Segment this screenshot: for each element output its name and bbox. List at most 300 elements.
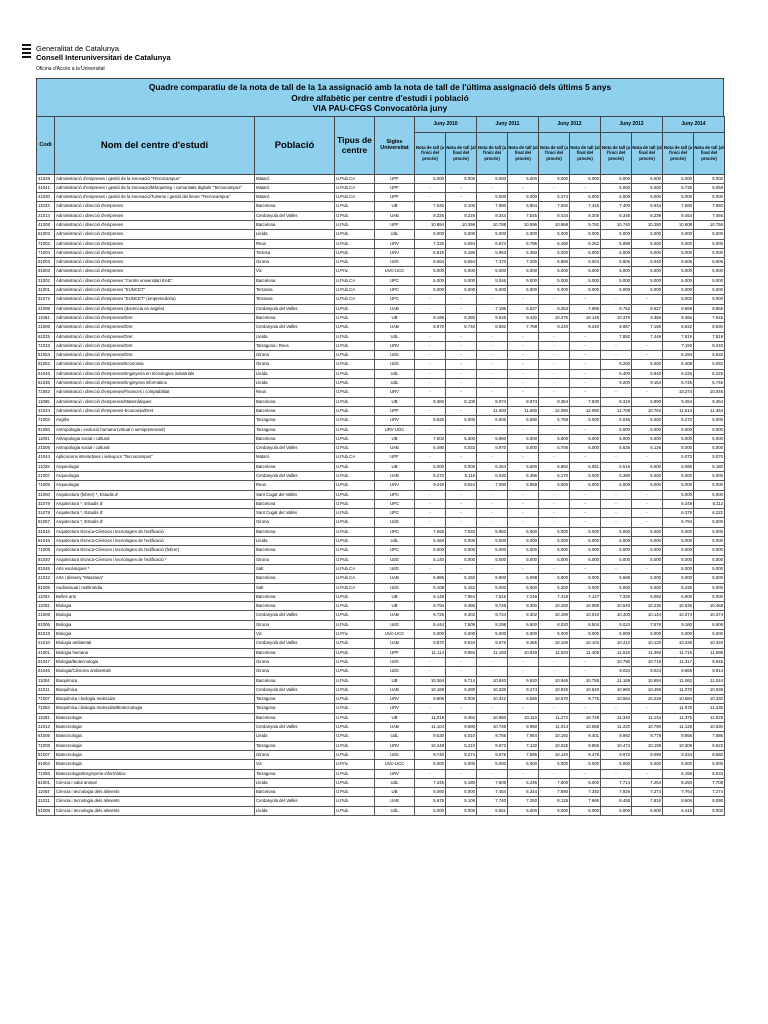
cell-poblacio: Lleida	[255, 379, 335, 388]
cell-sigles: UdL	[375, 369, 415, 378]
cell-cutoff-value: -	[477, 564, 508, 573]
cell-cutoff-value: -	[508, 453, 539, 462]
cell-cutoff-value: -	[415, 667, 446, 676]
cell-cutoff-value: 5.963	[477, 248, 508, 257]
cell-cutoff-value: 6.170	[539, 472, 570, 481]
table-row	[37, 685, 725, 694]
cell-cutoff-value: -	[601, 341, 632, 350]
cell-cutoff-value: 5.818	[415, 248, 446, 257]
cell-cutoff-value: 5.000	[601, 248, 632, 257]
cell-cutoff-value: 7.340	[570, 788, 601, 797]
cell-cutoff-value: 8.627	[632, 304, 663, 313]
cell-cutoff-value: 6.408	[663, 360, 694, 369]
cell-nom: Administració i direcció d'empreses	[55, 248, 255, 257]
cell-tipus: U.Pub.CA	[335, 564, 375, 573]
cell-cutoff-value: 9.240	[539, 323, 570, 332]
cell-cutoff-value: 5.000	[477, 760, 508, 769]
cell-sigles: UdL	[375, 537, 415, 546]
cell-poblacio: Mataró	[255, 453, 335, 462]
cell-cutoff-value: 10.104	[570, 639, 601, 648]
table-row	[37, 267, 725, 276]
cell-cutoff-value: 10.400	[601, 611, 632, 620]
cell-codi: 61005	[37, 732, 55, 741]
cell-cutoff-value: -	[415, 332, 446, 341]
cell-tipus: U.Pub.	[335, 620, 375, 629]
cell-nom: Arts escèniques *	[55, 564, 255, 573]
table-row	[37, 174, 725, 183]
cell-sigles: URV	[375, 239, 415, 248]
cell-cutoff-value: 5.000	[632, 555, 663, 564]
cell-cutoff-value: -	[415, 341, 446, 350]
cell-cutoff-value: 6.900	[508, 620, 539, 629]
cell-cutoff-value: 10.276	[539, 313, 570, 322]
cell-cutoff-value: 6.400	[601, 369, 632, 378]
cell-tipus: U.Pub.	[335, 425, 375, 434]
cell-cutoff-value: 9.240	[570, 323, 601, 332]
cell-cutoff-value: -	[508, 341, 539, 350]
cell-cutoff-value: 9.454	[694, 397, 725, 406]
cell-cutoff-value: 9.892	[446, 648, 477, 657]
cell-codi: 41008	[37, 220, 55, 229]
cell-cutoff-value: -	[415, 490, 446, 499]
cell-cutoff-value: -	[508, 425, 539, 434]
cell-cutoff-value: 5.000	[508, 527, 539, 536]
cell-cutoff-value: 5.000	[663, 276, 694, 285]
cell-cutoff-value: 10.190	[539, 611, 570, 620]
cell-cutoff-value: 5.745	[663, 379, 694, 388]
cell-codi: 61025	[37, 332, 55, 341]
cell-cutoff-value: 5.820	[415, 416, 446, 425]
cell-cutoff-value: -	[539, 425, 570, 434]
cell-cutoff-value: 5.000	[601, 267, 632, 276]
cell-cutoff-value: 10.596	[508, 220, 539, 229]
cell-cutoff-value: 5.000	[570, 583, 601, 592]
org-name-line2: Consell Interuniversitari de Catalunya	[36, 53, 171, 62]
cell-cutoff-value: 5.000	[663, 230, 694, 239]
cell-tipus: U.Pub.	[335, 313, 375, 322]
cell-cutoff-value: 5.800	[539, 434, 570, 443]
cell-cutoff-value: -	[477, 360, 508, 369]
cell-cutoff-value: -	[570, 509, 601, 518]
cell-cutoff-value: -	[477, 499, 508, 508]
cell-tipus: U.Pub.	[335, 323, 375, 332]
cell-cutoff-value: 7.665	[415, 527, 446, 536]
cell-cutoff-value: -	[477, 509, 508, 518]
cell-cutoff-value: 5.000	[694, 806, 725, 815]
cell-tipus: U.Pub.CA	[335, 276, 375, 285]
cell-cutoff-value: 8.624	[446, 481, 477, 490]
cell-tipus: U.Pub.	[335, 555, 375, 564]
table-row	[37, 639, 725, 648]
cell-cutoff-value: 5.000	[415, 546, 446, 555]
cell-cutoff-value: 10.540	[570, 685, 601, 694]
cell-cutoff-value: -	[477, 183, 508, 192]
cell-codi: 31016	[37, 527, 55, 536]
cell-cutoff-value: 5.000	[508, 760, 539, 769]
cell-cutoff-value: -	[446, 304, 477, 313]
cell-cutoff-value: 6.490	[539, 239, 570, 248]
cell-cutoff-value: 5.000	[601, 434, 632, 443]
cell-cutoff-value: -	[539, 490, 570, 499]
cell-cutoff-value: 10.926	[539, 685, 570, 694]
cell-poblacio: Barcelona	[255, 676, 335, 685]
cell-cutoff-value: 5.000	[663, 425, 694, 434]
cell-codi: 81047	[37, 657, 55, 666]
cell-cutoff-value: 9.240	[415, 481, 446, 490]
cell-cutoff-value: -	[415, 379, 446, 388]
cell-cutoff-value: 9.778	[632, 732, 663, 741]
cell-sigles: URV	[375, 416, 415, 425]
cell-poblacio: Tarragona	[255, 695, 335, 704]
cell-cutoff-value: 9.950	[508, 723, 539, 732]
cell-poblacio: Cerdanyola del Vallès	[255, 304, 335, 313]
cell-cutoff-value: -	[508, 332, 539, 341]
cell-cutoff-value: 5.000	[570, 537, 601, 546]
cell-tipus: U.Pub.	[335, 704, 375, 713]
cell-cutoff-value: 6.644	[632, 202, 663, 211]
cell-cutoff-value: 7.274	[694, 788, 725, 797]
cell-cutoff-value: 5.000	[508, 230, 539, 239]
cell-nom: Biotecnologia	[55, 760, 255, 769]
cell-tipus: U.Pub.CA	[335, 453, 375, 462]
table-row	[37, 592, 725, 601]
cell-cutoff-value: 5.000	[601, 425, 632, 434]
cell-cutoff-value: 7.090	[477, 481, 508, 490]
cell-cutoff-value: 7.416	[570, 202, 601, 211]
cell-cutoff-value: 7.147	[570, 592, 601, 601]
col-header-cutoff-start: Nota de tall (a l'inici del procés)	[415, 132, 446, 174]
cell-sigles: URV	[375, 388, 415, 397]
cell-sigles: UPC	[375, 509, 415, 518]
col-header-cutoff-start: Nota de tall (a l'inici del procés)	[539, 132, 570, 174]
cell-codi: 21012	[37, 723, 55, 732]
cell-cutoff-value: 10.808	[663, 220, 694, 229]
table-row	[37, 723, 725, 732]
cell-cutoff-value: 6.654	[415, 258, 446, 267]
cell-cutoff-value: -	[601, 564, 632, 573]
cell-tipus: U.Pub.CA	[335, 574, 375, 583]
cell-codi: 61008	[37, 806, 55, 815]
cell-poblacio: Girona	[255, 750, 335, 759]
cell-cutoff-value: 11.144	[632, 713, 663, 722]
cell-poblacio: Barcelona	[255, 592, 335, 601]
cell-cutoff-value: -	[477, 704, 508, 713]
cell-codi: 31001	[37, 286, 55, 295]
cell-sigles: UdL	[375, 379, 415, 388]
cell-cutoff-value: 6.004	[570, 258, 601, 267]
cell-cutoff-value: -	[570, 490, 601, 499]
cell-nom: Biotecnologia	[55, 732, 255, 741]
cell-cutoff-value: -	[570, 295, 601, 304]
cell-nom: Audiovisual i multimèdia	[55, 583, 255, 592]
cell-cutoff-value: 5.000	[415, 276, 446, 285]
col-header-cutoff-start: Nota de tall (a l'inici del procés)	[477, 132, 508, 174]
cell-cutoff-value: 5.000	[477, 630, 508, 639]
cell-cutoff-value: 7.830	[570, 397, 601, 406]
cell-tipus: U.Pub.	[335, 499, 375, 508]
cell-tipus: U.Pub.	[335, 406, 375, 415]
table-row	[37, 434, 725, 443]
cell-nom: Administració i direcció d'empreses/Finances i comptabilitat	[55, 388, 255, 397]
cell-cutoff-value: 5.000	[508, 267, 539, 276]
cell-cutoff-value: 10.540	[601, 602, 632, 611]
cell-cutoff-value: -	[508, 518, 539, 527]
cell-cutoff-value: 5.000	[570, 546, 601, 555]
cell-nom: Administració i direcció d'empreses/Matemàtiques	[55, 397, 255, 406]
cell-codi: 11001	[37, 434, 55, 443]
cell-sigles: UAB	[375, 639, 415, 648]
table-row	[37, 453, 725, 462]
cell-tipus: U.Pub.	[335, 602, 375, 611]
cell-cutoff-value: 7.132	[508, 741, 539, 750]
cell-cutoff-value: 5.000	[415, 760, 446, 769]
cell-cutoff-value: 7.264	[632, 778, 663, 787]
cell-codi: 21010	[37, 639, 55, 648]
cell-nom: Ciència i tecnologia dels aliments	[55, 806, 255, 815]
cell-cutoff-value: 9.530	[415, 732, 446, 741]
cell-nom: Biologia	[55, 630, 255, 639]
table-row	[37, 695, 725, 704]
cell-tipus: U.Pub.	[335, 592, 375, 601]
cell-cutoff-value: 5.000	[446, 788, 477, 797]
cell-tipus: U.Pub.	[335, 490, 375, 499]
cell-cutoff-value: 7.370	[477, 258, 508, 267]
cell-cutoff-value: 10.025	[539, 741, 570, 750]
cell-cutoff-value: 10.694	[632, 676, 663, 685]
cell-cutoff-value: -	[415, 425, 446, 434]
cell-sigles: UPF	[375, 183, 415, 192]
cell-tipus: U.Pub.	[335, 778, 375, 787]
cell-nom: Ciència i tecnologia dels aliments	[55, 797, 255, 806]
cell-cutoff-value: -	[601, 453, 632, 462]
cell-codi: 11065	[37, 397, 55, 406]
cell-cutoff-value: 5.960	[477, 434, 508, 443]
cell-cutoff-value: 9.196	[415, 313, 446, 322]
cell-codi: 21098	[37, 323, 55, 332]
cell-cutoff-value: -	[539, 379, 570, 388]
cell-nom: Administració i direcció d'empreses	[55, 239, 255, 248]
cell-cutoff-value: 9.334	[663, 750, 694, 759]
cell-cutoff-value: 9.024	[632, 667, 663, 676]
cell-cutoff-value: 5.676	[415, 797, 446, 806]
cell-cutoff-value: 8.444	[415, 620, 446, 629]
cell-cutoff-value: -	[570, 388, 601, 397]
cell-cutoff-value: 9.992	[601, 732, 632, 741]
cell-cutoff-value: 12.080	[570, 406, 601, 415]
cell-poblacio: Mataró	[255, 183, 335, 192]
cell-codi: 21021	[37, 797, 55, 806]
cell-cutoff-value: 9.034	[601, 667, 632, 676]
cell-poblacio: Lleida	[255, 230, 335, 239]
cell-poblacio: Tarragona	[255, 769, 335, 778]
cell-cutoff-value: 6.800	[539, 574, 570, 583]
cell-sigles: UdL	[375, 332, 415, 341]
cell-cutoff-value: 9.690	[446, 723, 477, 732]
table-row	[37, 704, 725, 713]
cell-cutoff-value: 9.972	[477, 741, 508, 750]
cell-cutoff-value: -	[477, 425, 508, 434]
cell-poblacio: Girona	[255, 620, 335, 629]
cell-cutoff-value: -	[477, 518, 508, 527]
cell-cutoff-value: 8.667	[601, 323, 632, 332]
cell-cutoff-value: -	[446, 518, 477, 527]
cell-cutoff-value: 8.298	[477, 620, 508, 629]
cell-sigles: UdG	[375, 555, 415, 564]
cell-cutoff-value: 5.000	[446, 286, 477, 295]
cell-cutoff-value: 5.246	[508, 778, 539, 787]
cell-nom: Administració i direcció d'empreses/Dret	[55, 332, 255, 341]
cell-cutoff-value: 7.195	[477, 304, 508, 313]
cell-cutoff-value: 11.317	[663, 657, 694, 666]
cell-cutoff-value: 8.606	[663, 797, 694, 806]
table-row	[37, 648, 725, 657]
cell-cutoff-value: 7.545	[508, 211, 539, 220]
cell-sigles: UdG	[375, 667, 415, 676]
cell-codi: 71003	[37, 416, 55, 425]
cell-cutoff-value: -	[477, 667, 508, 676]
cell-cutoff-value: -	[539, 295, 570, 304]
cell-cutoff-value: 9.870	[415, 639, 446, 648]
cell-cutoff-value: 9.366	[663, 313, 694, 322]
cell-cutoff-value: 8.866	[694, 304, 725, 313]
cell-cutoff-value: 5.140	[415, 555, 446, 564]
cell-cutoff-value: -	[570, 704, 601, 713]
cell-cutoff-value: 6.094	[446, 239, 477, 248]
cell-cutoff-value: 5.000	[663, 760, 694, 769]
cell-cutoff-value: 5.000	[508, 174, 539, 183]
cell-cutoff-value: -	[477, 369, 508, 378]
cell-cutoff-value: 5.000	[663, 267, 694, 276]
cell-poblacio: Girona	[255, 360, 335, 369]
cell-nom: Biologia	[55, 620, 255, 629]
cell-sigles: UdG	[375, 360, 415, 369]
cell-cutoff-value: -	[632, 769, 663, 778]
table-row	[37, 583, 725, 592]
cell-cutoff-value: 5.000	[508, 630, 539, 639]
cell-cutoff-value: 10.474	[601, 741, 632, 750]
cell-cutoff-value: 7.690	[539, 788, 570, 797]
cell-cutoff-value: 8.632	[663, 323, 694, 332]
cell-nom: Belles arts	[55, 592, 255, 601]
cell-cutoff-value: 10.946	[539, 676, 570, 685]
cell-cutoff-value: -	[446, 379, 477, 388]
cell-cutoff-value: 7.666	[570, 797, 601, 806]
cell-sigles: UPF	[375, 406, 415, 415]
cell-cutoff-value: 7.192	[663, 341, 694, 350]
cell-codi: 41029	[37, 174, 55, 183]
cell-cutoff-value: 6.800	[539, 481, 570, 490]
cell-cutoff-value: 10.746	[477, 723, 508, 732]
cell-sigles: UdG	[375, 620, 415, 629]
cell-cutoff-value: 5.000	[663, 286, 694, 295]
cell-codi: 31002	[37, 276, 55, 285]
cell-cutoff-value: 5.000	[477, 583, 508, 592]
cell-tipus: U.Pub.	[335, 639, 375, 648]
cell-cutoff-value: -	[570, 769, 601, 778]
cell-cutoff-value: 5.000	[570, 276, 601, 285]
cell-cutoff-value: -	[601, 518, 632, 527]
cell-cutoff-value: 5.000	[632, 193, 663, 202]
cell-sigles: UdG	[375, 351, 415, 360]
cell-cutoff-value: 10.748	[570, 713, 601, 722]
cell-cutoff-value: 9.806	[415, 695, 446, 704]
cell-cutoff-value: 10.260	[539, 602, 570, 611]
cell-cutoff-value: 5.000	[601, 481, 632, 490]
cell-tipus: U.Pub.	[335, 546, 375, 555]
cell-poblacio: Tarragona	[255, 704, 335, 713]
cell-cutoff-value: -	[570, 657, 601, 666]
cell-cutoff-value: 5.000	[663, 239, 694, 248]
table-row	[37, 304, 725, 313]
cell-cutoff-value: 5.046	[477, 276, 508, 285]
table-row	[37, 230, 725, 239]
cell-tipus: U.Pub.	[335, 676, 375, 685]
cell-cutoff-value: 5.000	[663, 193, 694, 202]
cell-cutoff-value: 5.416	[663, 806, 694, 815]
cell-cutoff-value: 5.000	[601, 760, 632, 769]
cell-poblacio: Cerdanyola del Vallès	[255, 444, 335, 453]
cell-sigles: UdG	[375, 258, 415, 267]
table-row	[37, 369, 725, 378]
cell-poblacio: Mataró	[255, 174, 335, 183]
table-title-line2: Ordre alfabètic per centre d'estudi i població	[291, 92, 469, 103]
cell-cutoff-value: -	[477, 769, 508, 778]
cell-tipus: U.Pub.	[335, 806, 375, 815]
cell-cutoff-value: 5.000	[415, 267, 446, 276]
cell-cutoff-value: 5.635	[601, 444, 632, 453]
cell-cutoff-value: 11.193	[477, 648, 508, 657]
cell-sigles: URV	[375, 704, 415, 713]
cell-cutoff-value: 11.014	[539, 723, 570, 732]
cell-cutoff-value: -	[539, 769, 570, 778]
cell-nom: Administració i direcció d'empreses	[55, 267, 255, 276]
table-row	[37, 518, 725, 527]
cell-poblacio: Girona	[255, 351, 335, 360]
cell-poblacio: Terrassa	[255, 295, 335, 304]
cell-cutoff-value: -	[446, 193, 477, 202]
cell-tipus: U.Pub.	[335, 202, 375, 211]
cell-poblacio: Barcelona	[255, 313, 335, 322]
cell-cutoff-value: 6.527	[508, 304, 539, 313]
cell-cutoff-value: 8.348	[601, 211, 632, 220]
cell-nom: Biotecnologia	[55, 750, 255, 759]
cell-cutoff-value: 5.970	[477, 444, 508, 453]
table-row	[37, 499, 725, 508]
cell-cutoff-value: 8.504	[570, 620, 601, 629]
cell-tipus: U.Pub.	[335, 462, 375, 471]
cell-cutoff-value: 5.000	[446, 537, 477, 546]
cell-codi: 81052	[37, 360, 55, 369]
cell-tipus: U.Pub.	[335, 230, 375, 239]
cell-cutoff-value: 5.000	[694, 174, 725, 183]
cell-tipus: U.Pub.	[335, 648, 375, 657]
cell-cutoff-value: 5.000	[632, 286, 663, 295]
cell-tipus: U.Pub.	[335, 695, 375, 704]
cell-cutoff-value: 9.866	[663, 667, 694, 676]
cell-nom: Antropologia social i cultural	[55, 434, 255, 443]
cell-cutoff-value: 6.590	[508, 695, 539, 704]
cell-tipus: U.Pub.	[335, 388, 375, 397]
table-row	[37, 676, 725, 685]
cell-cutoff-value: -	[632, 351, 663, 360]
cell-nom: Administració i direcció d'empreses/Dret	[55, 323, 255, 332]
cell-nom: Arquitectura *, Estudis d'	[55, 518, 255, 527]
cell-cutoff-value: 10.308	[663, 741, 694, 750]
cell-cutoff-value: -	[446, 360, 477, 369]
cell-codi: 31050	[37, 490, 55, 499]
cell-cutoff-value: 5.000	[570, 778, 601, 787]
cell-cutoff-value: 5.000	[539, 760, 570, 769]
